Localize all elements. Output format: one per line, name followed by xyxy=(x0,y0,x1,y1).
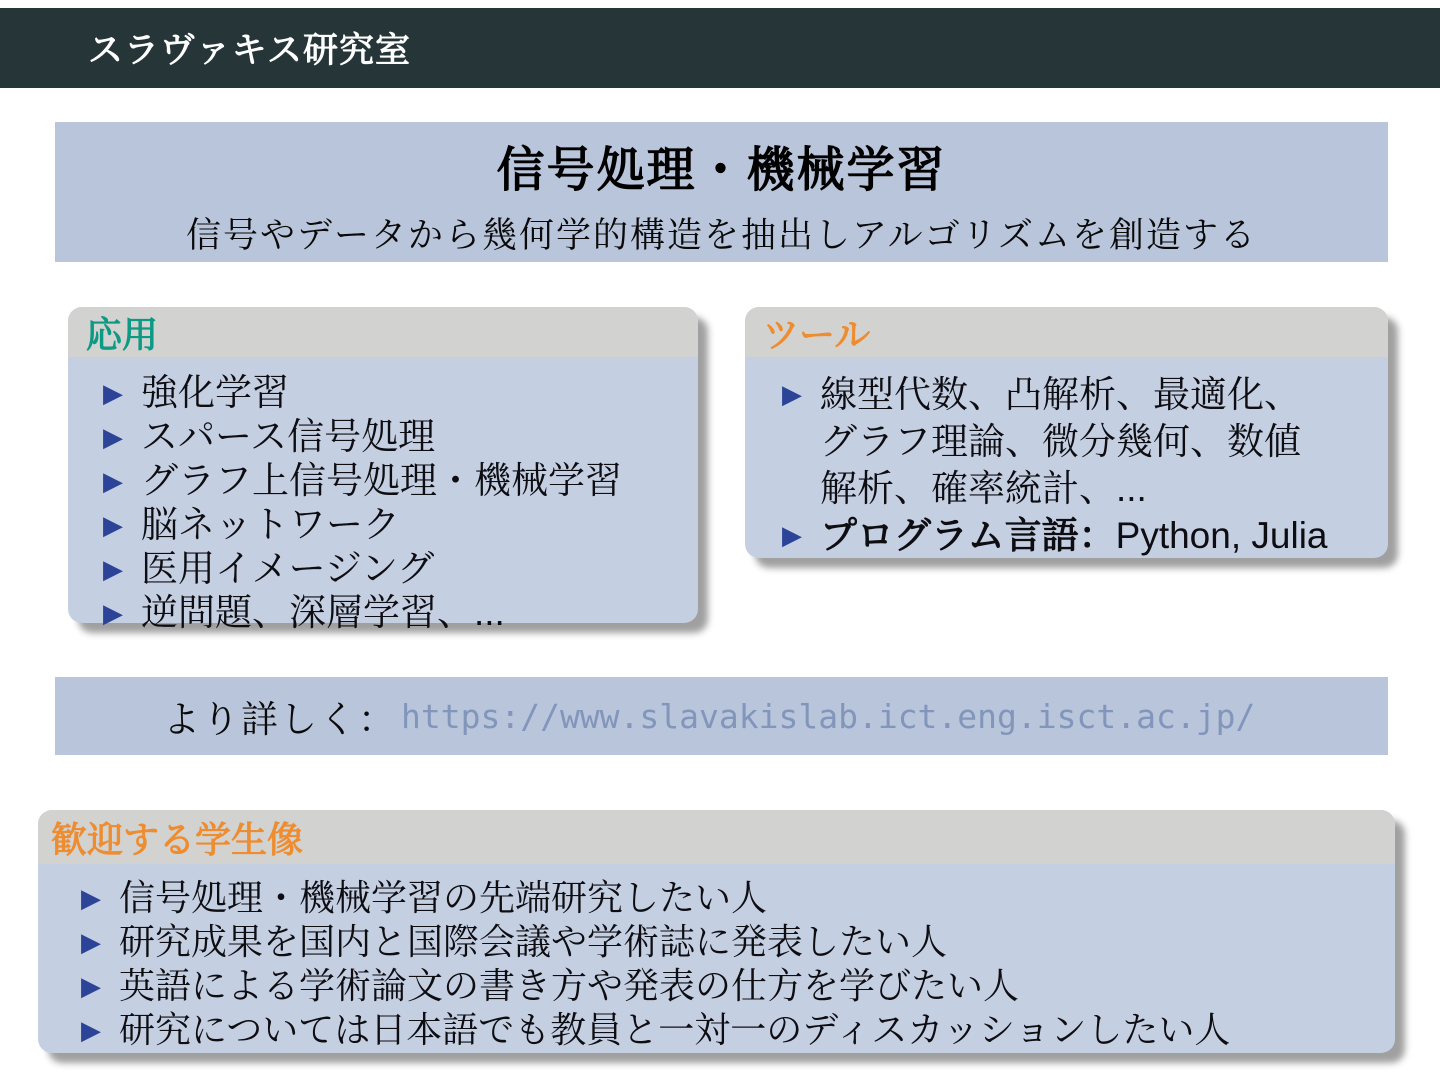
list-item xyxy=(63,964,1385,1008)
lab-website-link[interactable]: https://www.slavakislab.ict.eng.isct.ac.jp/ xyxy=(401,696,1256,736)
title-bar xyxy=(0,8,1440,88)
hero-subtitle: 信号やデータから幾何学的構造を抽出しアルゴリズムを創造する xyxy=(186,216,1257,255)
bullet-triangle-icon: ▶ xyxy=(103,510,123,540)
list-item-label xyxy=(820,512,1328,559)
applications-header xyxy=(68,307,698,357)
list-item-label: 医用イメージング xyxy=(141,548,435,589)
list-item-label: 英語による学術論文の書き方や発表の仕方を学びたい人 xyxy=(119,965,1020,1006)
welcome-students-header-label: 歓迎する学生像 xyxy=(51,818,304,860)
list-item xyxy=(63,876,1385,920)
tools-box xyxy=(745,307,1388,558)
list-item-label: 線型代数、凸解析、最適化、グラフ理論、微分幾何、数値解析、確率統計、... xyxy=(820,374,1301,509)
list-item-label: 強化学習 xyxy=(141,372,289,413)
list-item xyxy=(764,371,1378,512)
tools-header-label: ツール xyxy=(763,313,871,355)
list-item xyxy=(85,503,688,547)
bullet-triangle-icon: ▶ xyxy=(81,883,101,913)
hero-box xyxy=(55,122,1388,262)
list-item xyxy=(85,415,688,459)
list-item xyxy=(85,591,688,635)
more-info-box xyxy=(55,677,1388,755)
welcome-students-list xyxy=(38,864,1395,1062)
bullet-triangle-icon: ▶ xyxy=(103,554,123,584)
welcome-students-box xyxy=(38,810,1395,1053)
applications-header-label: 応用 xyxy=(86,313,159,355)
programming-language-value: Python, Julia xyxy=(1115,515,1328,556)
list-item xyxy=(63,920,1385,964)
bullet-triangle-icon: ▶ xyxy=(103,466,123,496)
list-item xyxy=(85,459,688,503)
list-item xyxy=(85,547,688,591)
bullet-triangle-icon: ▶ xyxy=(782,379,802,409)
bullet-triangle-icon: ▶ xyxy=(103,422,123,452)
applications-box xyxy=(68,307,698,633)
list-item xyxy=(85,371,688,415)
list-item-label: スパース信号処理 xyxy=(141,416,436,457)
list-item-label: 研究成果を国内と国際会議や学術誌に発表したい人 xyxy=(119,921,948,962)
welcome-students-header xyxy=(38,810,1395,864)
tools-list xyxy=(745,357,1388,569)
bullet-triangle-icon: ▶ xyxy=(103,378,123,408)
list-item-label: 信号処理・機械学習の先端研究したい人 xyxy=(119,877,768,918)
bullet-triangle-icon: ▶ xyxy=(81,927,101,957)
programming-language-label: プログラム言語： xyxy=(820,515,1116,556)
hero-title: 信号処理・機械学習 xyxy=(496,144,947,197)
list-item-label: 逆問題、深層学習、... xyxy=(141,592,505,633)
bullet-triangle-icon: ▶ xyxy=(81,971,101,1001)
list-item-label: 脳ネットワーク xyxy=(141,504,400,545)
applications-list xyxy=(68,357,698,645)
bullet-triangle-icon: ▶ xyxy=(81,1015,101,1045)
list-item-label: グラフ上信号処理・機械学習 xyxy=(141,460,622,501)
bullet-triangle-icon: ▶ xyxy=(782,520,802,550)
more-info-label: より詳しく： xyxy=(163,699,397,740)
list-item xyxy=(63,1008,1385,1052)
bullet-triangle-icon: ▶ xyxy=(103,598,123,628)
lab-title: スラヴァキス研究室 xyxy=(88,31,411,70)
list-item xyxy=(764,512,1378,559)
tools-header xyxy=(745,307,1388,357)
list-item-label: 研究については日本語でも教員と一対一のディスカッションしたい人 xyxy=(119,1009,1231,1050)
